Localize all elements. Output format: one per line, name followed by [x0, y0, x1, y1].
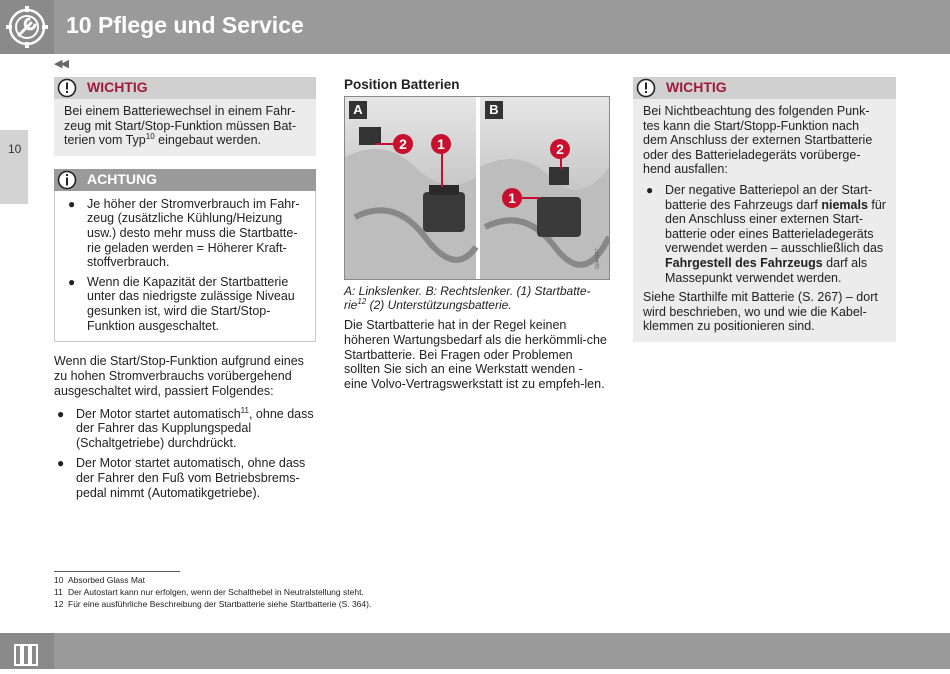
callout-a-2: 2	[393, 134, 413, 154]
notice-text: Bei einem Batteriewechsel in einem Fahr-zeug mit Start/Stop-Funktion müssen Bat-terien vom Typ	[64, 104, 297, 148]
book-icon[interactable]	[0, 633, 54, 669]
callout-b-2: 2	[550, 139, 570, 159]
footnote-ref-10[interactable]: 10	[145, 132, 155, 142]
important-notice-header	[54, 77, 316, 99]
footnote-11	[54, 587, 364, 597]
footnote-text: Für eine ausführliche Beschreibung der Startbatterie siehe Startbatterie (S. 364).	[68, 599, 372, 609]
wrench-gear-icon	[0, 0, 54, 54]
caution-item-text: Wenn die Kapazität der Startbatterie unter das niedrigste zulässige Niveau gesunken ist, wird die Start/Stop-Funktion ausgeschaltet.	[87, 274, 295, 333]
footnote-divider	[54, 571, 180, 572]
footnote-number: 12	[54, 599, 64, 609]
notice-text-end: eingebaut werden.	[154, 133, 262, 148]
exclamation-icon	[636, 78, 656, 98]
list-item: ● Der negative Batteriepol an der Start-batterie des Fahrzeugs darf niemals für den Anschluss einer externen Start-batterie oder eines Batterieladegeräts verwendet werden – ausschließlich das Fahrgestell des Fahrzeugs darf als Massepunkt verwendet werden.	[646, 182, 886, 285]
notice-intro: Bei Nichtbeachtung des folgenden Punk-tes kann die Start/Stopp-Funktion nach dem Anschluss der externen Startbatterie oder des Batterieladegeräts vorüberge-hend ausfallen:	[643, 104, 873, 177]
caution-notice	[54, 169, 316, 342]
important-notice-title: WICHTIG	[87, 79, 148, 95]
footer-icon-box[interactable]	[0, 633, 54, 669]
intro-paragraph: Wenn die Start/Stop-Funktion aufgrund eines zu hohen Stromverbrauchs vorübergehend ausgeschaltet wird, passiert Folgendes:	[54, 354, 304, 398]
bullet-text: Der Motor startet automatisch	[76, 406, 241, 421]
page-footer	[0, 633, 950, 669]
chapter-tab-label: 10	[8, 142, 22, 156]
footnote-text: Der Autostart kann nur erfolgen, wenn der Schalthebel in Neutralstellung steht.	[68, 587, 364, 597]
callout-line	[375, 143, 395, 145]
notice-list	[643, 183, 886, 285]
footnote-ref-11[interactable]: 11	[240, 405, 249, 415]
important-notice-right	[633, 77, 896, 342]
panel-label-b: B	[485, 101, 503, 119]
section-title: Position Batterien	[344, 77, 460, 92]
notice-item-text: für den Anschluss einer externen Start-batterie oder eines Batterieladegeräts verwendet werden – ausschließlich das	[665, 197, 886, 256]
figure-caption	[344, 284, 608, 312]
list-item: ● Der Motor startet automatisch$^{11}$, ohne dass der Fahrer das Kupplungspedal (Schaltgetriebe) durchdrückt.	[57, 405, 314, 451]
list-item: ● Wenn die Kapazität der Startbatterie unter das niedrigste zulässige Niveau gesunken ist, wird die Start/Stop-Funktion ausgeschaltet.	[68, 274, 295, 333]
important-notice-right-header	[633, 77, 896, 99]
notice-item-text: Der negative Batteriepol an der Start-batterie des Fahrzeugs darf	[665, 182, 873, 212]
important-notice-right-title: WICHTIG	[666, 79, 727, 95]
important-notice	[54, 77, 316, 156]
footnote-12	[54, 599, 371, 609]
consequence-list	[54, 407, 316, 501]
bullet-text: Der Motor startet automatisch, ohne dass der Fahrer den Fuß vom Betriebsbrems-pedal nimmt (Automatikgetriebe).	[76, 455, 306, 500]
panel-label-a: A	[349, 101, 367, 119]
footnote-ref-12[interactable]: 12	[357, 297, 367, 306]
info-icon	[57, 170, 77, 190]
double-chevron-left-icon[interactable]: ◀◀	[54, 58, 67, 70]
callout-a-1: 1	[431, 134, 451, 154]
important-notice-right-body	[633, 99, 896, 342]
column-middle	[344, 77, 608, 392]
caption-text-end: (2) Unterstützungsbatterie.	[366, 298, 512, 312]
column-left	[54, 77, 316, 505]
chapter-tab[interactable]	[0, 130, 28, 204]
body-paragraph: Die Startbatterie hat in der Regel keinen höheren Wartungsbedarf als die herkömmli-che Startbatterie. Bei Fragen oder Problemen sollten Sie sich an eine Werkstatt wenden - eine Volvo-Vertragswerkstatt ist zu empfeh-len.	[344, 318, 607, 392]
caution-notice-title: ACHTUNG	[87, 170, 157, 187]
exclamation-icon	[57, 78, 77, 98]
header-icon-box	[0, 0, 54, 54]
notice-item-bold: niemals	[821, 197, 868, 212]
callout-line	[521, 197, 539, 199]
notice-item-bold: Fahrgestell des Fahrzeugs	[665, 255, 823, 270]
caution-item-text: Je höher der Stromverbrauch im Fahr-zeug (zusätzliche Kühlung/Heizung usw.) desto mehr muss die Startbatte-rie geladen werden = Höherer Kraft-stoffverbrauch.	[87, 196, 300, 270]
footnote-number: 11	[54, 587, 63, 597]
caption-text: A: Linkslenker. B: Rechtslenker. (1) Startbatte-rie	[344, 284, 591, 312]
engine-bay-illustration	[345, 97, 609, 279]
callout-b-1: 1	[502, 188, 522, 208]
notice-item-text: darf als Massepunkt verwendet werden.	[665, 255, 868, 285]
caution-notice-body	[54, 191, 316, 342]
notice-outro: Siehe Starthilfe mit Batterie (S. 267) – dort wird beschrieben, wo und wie die Kabel-klemmen zu positionieren sind.	[643, 290, 878, 334]
column-right	[633, 77, 896, 342]
callout-line	[560, 159, 562, 169]
footnote-text: Absorbed Glass Mat	[68, 575, 146, 585]
battery-position-figure	[344, 96, 610, 280]
page-header	[0, 0, 950, 54]
footnote-10	[54, 575, 145, 585]
page-title: 10 Pflege und Service	[66, 12, 304, 38]
callout-line	[441, 153, 443, 187]
important-notice-body	[54, 99, 316, 156]
list-item: ● Je höher der Stromverbrauch im Fahr-zeug (zusätzliche Kühlung/Heizung usw.) desto mehr muss die Startbatte-rie geladen werden = Höherer Kraft-stoffverbrauch.	[68, 196, 300, 270]
bullet-text-end: , ohne dass der Fahrer das Kupplungspedal (Schaltgetriebe) durchdrückt.	[76, 406, 314, 451]
footnote-number: 10	[54, 575, 64, 585]
caution-notice-header	[54, 169, 316, 191]
list-item: ● Der Motor startet automatisch, ohne dass der Fahrer den Fuß vom Betriebsbrems-pedal nimmt (Automatikgetriebe).	[57, 455, 306, 500]
figure-code: G044747	[595, 248, 601, 269]
